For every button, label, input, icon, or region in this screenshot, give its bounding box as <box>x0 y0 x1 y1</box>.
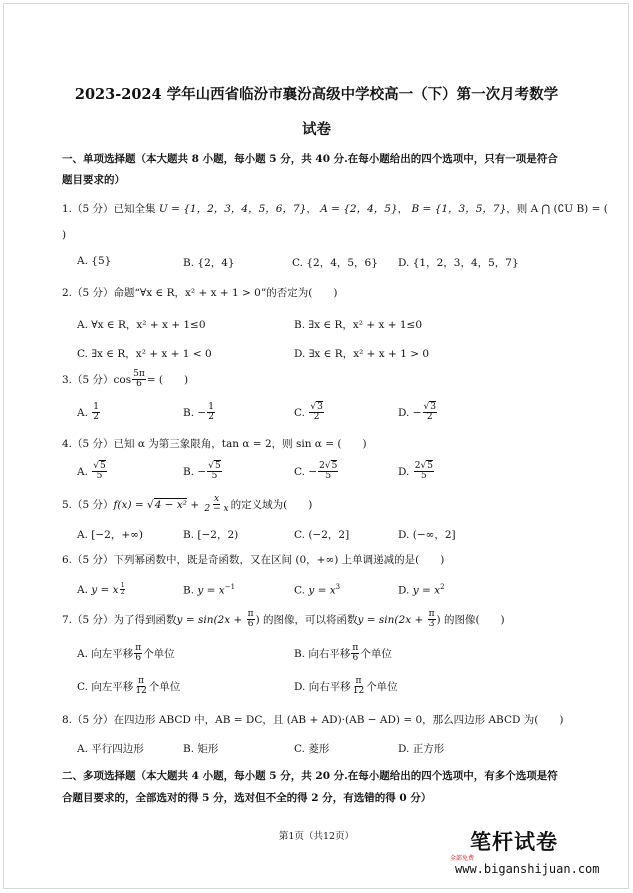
page-footer: 第1页（共12页） <box>278 831 355 842</box>
q7-option-d: D. 向右平移 $\frac{\pi}{12}$ 个单位 <box>294 676 398 697</box>
q5-option-b: B. [−2，2) <box>183 529 239 541</box>
q7-option-a: A. 向左平移 $\frac{\pi}{6}$ 个单位 <box>77 643 175 664</box>
q2-option-c: C. ∃x ∈ R，x² + x + 1 < 0 <box>77 348 212 360</box>
q1-set-a: A = {2，4，5} <box>320 203 398 215</box>
q1-option-c: C. {2，4，5，6} <box>292 257 378 269</box>
q8-option-d: D. 正方形 <box>398 743 445 755</box>
watermark-url: www.biganshijuan.com <box>455 862 600 876</box>
section-2-heading-cont: 合题目要求的，全部选对的得 5 分，选对但不全的得 2 分，有选错的得 0 分） <box>62 792 432 804</box>
q6-option-d: D. $y = x^2$ <box>398 583 445 597</box>
q8-option-a: A. 平行四边形 <box>77 743 144 755</box>
q1-close: ) <box>62 229 67 241</box>
q3-fraction: $\frac{5\pi}{6}$ <box>133 369 145 390</box>
question-7: 7.（5 分）为了得到函数y = sin(2x + $\frac{\pi}{6}$ ) 的图像，可以将函数y = sin(2x + $\frac{\pi}{3}$ ) 的图像( ) <box>62 609 505 630</box>
q4-option-d: D. $\frac{2√5}{5}$ <box>398 461 433 482</box>
q2-option-d: D. ∃x ∈ R，x² + x + 1 > 0 <box>294 348 430 360</box>
q6-option-c: C. $y = x^3$ <box>294 583 341 597</box>
page-title: 2023-2024 学年山西省临汾市襄汾高级中学校高一（下）第一次月考数学 <box>74 86 559 103</box>
q7-option-c: C. 向左平移 $\frac{\pi}{12}$ 个单位 <box>77 676 181 697</box>
q4-option-b: B. − $\frac{√5}{5}$ <box>183 461 221 482</box>
section-2-heading: 二、多项选择题（本大题共 4 小题，每小题 5 分，共 20 分.在每小题给出的四个选项中，有多个选项是符 <box>62 770 558 782</box>
q1-universal-set: U = {1，2，3，4，5，6，7} <box>158 203 307 215</box>
q5-option-d: D. (−∞，2] <box>398 529 456 541</box>
page-title-line2: 试卷 <box>302 121 331 138</box>
watermark-logo-text: 笔杆试卷 <box>470 830 558 854</box>
q3-cos: cos <box>113 373 132 386</box>
q8-option-c: C. 菱形 <box>294 743 330 755</box>
q1-option-a: A. {5} <box>77 255 112 267</box>
section-1-heading: 一、单项选择题（本大题共 8 小题，每小题 5 分，共 40 分.在每小题给出的四个选项中，只有一项是符合 <box>62 153 558 165</box>
q3-option-d: D. − $\frac{√3}{2}$ <box>398 402 437 423</box>
q1-option-b: B. {2，4} <box>183 257 235 269</box>
q6-option-b: B. $y = x^{-1}$ <box>183 583 236 597</box>
question-3 <box>62 370 188 390</box>
q3-stem: 3.（5 分） <box>62 373 114 386</box>
q1-stem: 1.（5 分）已知全集 <box>62 203 156 215</box>
q2-option-a: A. ∀x ∈ R，x² + x + 1≤0 <box>77 319 206 331</box>
q3-option-b: B. − $\frac{1}{2}$ <box>183 402 214 423</box>
q1-ask: ，则 A ⋂ (∁U B) = ( <box>506 203 608 215</box>
question-2: 2.（5 分）命题“∀x ∈ R，x² + x + 1 > 0”的否定为( ) <box>62 287 338 299</box>
q6-option-a: A. y = x $\frac{1}{2}$ <box>77 582 125 597</box>
question-4: 4.（5 分）已知 α 为第三象限角，tan α = 2，则 sin α = ( ) <box>62 438 367 450</box>
question-8: 8.（5 分）在四边形 ABCD 中，AB = DC，且 (AB + AD)·(AB − AD) = 0，那么四边形 ABCD 为( ) <box>62 714 564 726</box>
q7-option-b: B. 向右平移 $\frac{\pi}{6}$ 个单位 <box>294 643 392 664</box>
question-5: 5.（5 分）f(x) = √4 − x² + $\frac{x}{2 - x}$ 的定义域为( ) <box>62 494 313 515</box>
q5-option-a: A. [−2，+∞) <box>77 529 143 541</box>
question-1: 1.（5 分）已知全集 U = {1，2，3，4，5，6，7}， A = {2，4，5}， B = {1，3，5，7}，则 A ⋂ (∁U B) = ( <box>62 203 608 215</box>
q2-option-b: B. ∃x ∈ R，x² + x + 1≤0 <box>294 319 423 331</box>
q5-option-c: C. (−2，2] <box>294 529 350 541</box>
q1-option-d: D. {1，2，3，4，5，7} <box>398 257 519 269</box>
q4-option-c: C. − $\frac{2√5}{5}$ <box>294 461 338 482</box>
q3-option-c: C. $\frac{√3}{2}$ <box>294 402 323 423</box>
q1-set-b: B = {1，3，5，7} <box>411 203 507 215</box>
q3-option-a: A. $\frac{1}{2}$ <box>77 402 99 423</box>
question-6: 6.（5 分）下列幂函数中，既是奇函数，又在区间 (0，+∞) 上单调递减的是( ) <box>62 554 445 566</box>
watermark-badge: 全部免费 <box>450 855 475 862</box>
section-1-heading-cont: 题目要求的） <box>62 174 125 186</box>
q4-option-a: A. $\frac{√5}{5}$ <box>77 461 106 482</box>
q8-option-b: B. 矩形 <box>183 743 219 755</box>
q3-tail: = ( ) <box>146 373 189 386</box>
